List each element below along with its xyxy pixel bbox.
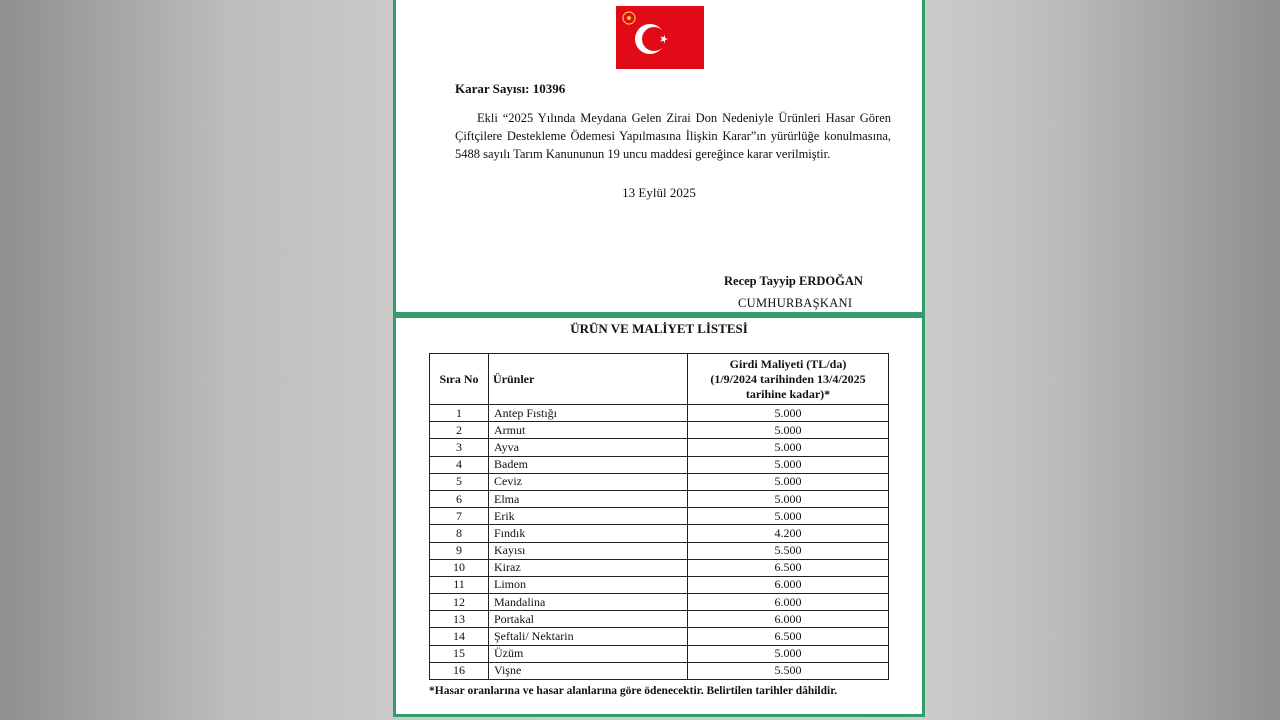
row-product: Kiraz <box>489 559 688 576</box>
row-product: Ceviz <box>489 473 688 490</box>
table-header-row <box>430 354 889 405</box>
table-row <box>430 559 889 576</box>
row-product: Şeftali/ Nektarin <box>489 628 688 645</box>
row-cost: 6.000 <box>688 611 889 628</box>
header-cost <box>688 354 889 405</box>
row-cost: 5.000 <box>688 508 889 525</box>
row-cost: 5.500 <box>688 662 889 679</box>
row-no: 4 <box>430 456 489 473</box>
row-no: 15 <box>430 645 489 662</box>
row-product: Vişne <box>489 662 688 679</box>
row-no: 14 <box>430 628 489 645</box>
row-product: Erik <box>489 508 688 525</box>
cost-table <box>429 353 889 680</box>
row-product: Armut <box>489 422 688 439</box>
row-product: Üzüm <box>489 645 688 662</box>
decree-panel <box>393 0 925 315</box>
row-no: 1 <box>430 405 489 422</box>
table-row <box>430 456 889 473</box>
row-no: 11 <box>430 576 489 593</box>
row-cost: 5.000 <box>688 473 889 490</box>
table-row <box>430 490 889 507</box>
table-row <box>430 594 889 611</box>
table-row <box>430 405 889 422</box>
row-no: 2 <box>430 422 489 439</box>
table-row <box>430 645 889 662</box>
row-product: Ayva <box>489 439 688 456</box>
header-cost-line1: Girdi Maliyeti (TL/da) <box>729 356 847 371</box>
row-no: 7 <box>430 508 489 525</box>
table-row <box>430 525 889 542</box>
table-row <box>430 611 889 628</box>
row-cost: 5.500 <box>688 542 889 559</box>
footnote: *Hasar oranlarına ve hasar alanlarına göre ödenecektir. Belirtilen tarihler dâhildir. <box>429 685 838 697</box>
table-row <box>430 439 889 456</box>
row-cost: 6.500 <box>688 628 889 645</box>
row-cost: 5.000 <box>688 490 889 507</box>
list-title: ÜRÜN VE MALİYET LİSTESİ <box>570 321 748 336</box>
row-cost: 6.000 <box>688 576 889 593</box>
table-row <box>430 508 889 525</box>
row-product: Limon <box>489 576 688 593</box>
table-row <box>430 576 889 593</box>
row-cost: 5.000 <box>688 439 889 456</box>
header-cost-line3: tarihine kadar)* <box>745 386 831 401</box>
decree-date: 13 Eylül 2025 <box>622 185 696 200</box>
row-no: 13 <box>430 611 489 628</box>
row-product: Fındık <box>489 525 688 542</box>
cost-list-panel <box>393 315 925 717</box>
row-no: 16 <box>430 662 489 679</box>
row-product: Elma <box>489 490 688 507</box>
row-cost: 5.000 <box>688 645 889 662</box>
turkish-flag-icon <box>616 6 704 69</box>
row-cost: 5.000 <box>688 405 889 422</box>
header-product: Ürünler <box>489 354 688 405</box>
row-product: Portakal <box>489 611 688 628</box>
decree-body: Ekli “2025 Yılında Meydana Gelen Zirai Don Nedeniyle Ürünleri Hasar Gören Çiftçilere Destekleme Ödemesi Yapılmasına İlişkin Karar”ın yürürlüğe konulmasına, 5488 sayılı Tarım Kanununun 19 uncu maddesi gereğince karar verilmiştir. <box>455 111 891 161</box>
signer-name: Recep Tayyip ERDOĞAN <box>724 274 863 288</box>
header-cost-line2: (1/9/2024 tarihinden 13/4/2025 <box>710 371 866 386</box>
table-row <box>430 662 889 679</box>
row-no: 6 <box>430 490 489 507</box>
row-no: 12 <box>430 594 489 611</box>
table-row <box>430 542 889 559</box>
table-row <box>430 473 889 490</box>
row-cost: 5.000 <box>688 456 889 473</box>
row-product: Kayısı <box>489 542 688 559</box>
header-no: Sıra No <box>430 354 489 405</box>
decree-number: Karar Sayısı: 10396 <box>455 81 566 96</box>
signer-title: CUMHURBAŞKANI <box>738 296 853 310</box>
row-no: 8 <box>430 525 489 542</box>
table-row <box>430 628 889 645</box>
row-no: 10 <box>430 559 489 576</box>
row-product: Mandalina <box>489 594 688 611</box>
row-cost: 6.000 <box>688 594 889 611</box>
row-no: 3 <box>430 439 489 456</box>
row-cost: 4.200 <box>688 525 889 542</box>
row-no: 9 <box>430 542 489 559</box>
row-cost: 5.000 <box>688 422 889 439</box>
row-product: Antep Fıstığı <box>489 405 688 422</box>
row-no: 5 <box>430 473 489 490</box>
row-cost: 6.500 <box>688 559 889 576</box>
table-row <box>430 422 889 439</box>
row-product: Badem <box>489 456 688 473</box>
